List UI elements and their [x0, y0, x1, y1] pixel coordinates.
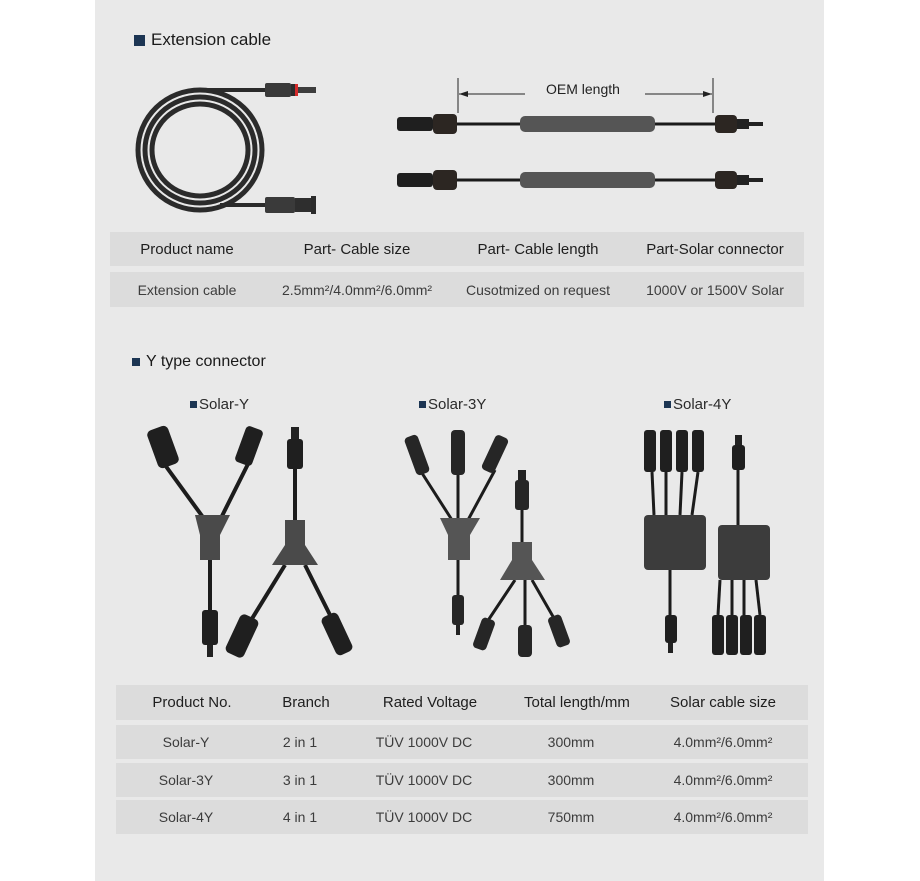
bullet-square-icon — [664, 401, 671, 408]
table-cell: Solar-Y — [162, 734, 210, 750]
table-cell: Cusotmized on request — [466, 281, 610, 298]
table-cell: 300mm — [547, 772, 595, 788]
table-cell: Solar-3Y — [158, 772, 214, 788]
straight-extension-cable-image-1 — [395, 112, 770, 136]
straight-extension-cable-image-2 — [395, 168, 770, 192]
column-header: Total length/mm — [524, 694, 630, 711]
table-row — [116, 725, 808, 759]
table-row — [116, 763, 808, 797]
bullet-square-icon — [190, 401, 197, 408]
bullet-square-icon — [419, 401, 426, 408]
table-cell: 4 in 1 — [282, 809, 318, 825]
section-title-y-type-connector — [132, 353, 266, 371]
variant-label-solar-3y — [419, 396, 486, 413]
y-connector-spec-table — [116, 685, 808, 835]
column-header: Rated Voltage — [382, 694, 478, 711]
table-cell: 750mm — [547, 809, 595, 825]
variant-label-text: Solar-4Y — [673, 396, 732, 413]
table-row — [116, 800, 808, 834]
variant-label-text: Solar-3Y — [428, 396, 487, 413]
solar-3y-connector-image — [400, 430, 590, 660]
solar-y-connector-image — [140, 425, 360, 665]
table-cell: 300mm — [547, 734, 595, 750]
column-header: Product No. — [152, 694, 232, 711]
section-title-text: Extension cable — [151, 30, 272, 49]
table-cell: 1000V or 1500V Solar — [646, 281, 784, 298]
column-header: Part- Cable size — [303, 240, 411, 258]
table-header-row — [116, 685, 808, 720]
table-header-row — [110, 232, 804, 266]
section-title-extension-cable — [134, 30, 271, 50]
table-cell: TÜV 1000V DC — [375, 772, 473, 788]
section-title-text: Y type connector — [146, 353, 266, 370]
column-header: Part-Solar connector — [646, 240, 784, 258]
variant-label-text: Solar-Y — [199, 396, 250, 413]
table-cell: 3 in 1 — [282, 772, 318, 788]
table-cell: 2.5mm²/4.0mm²/6.0mm² — [281, 281, 433, 298]
table-cell: 4.0mm²/6.0mm² — [673, 734, 773, 750]
table-cell: Extension cable — [137, 281, 237, 298]
column-header: Branch — [282, 694, 330, 711]
table-cell: TÜV 1000V DC — [375, 809, 473, 825]
table-cell: 4.0mm²/6.0mm² — [673, 809, 773, 825]
column-header: Solar cable size — [670, 694, 776, 711]
variant-label-solar-4y — [664, 396, 731, 413]
table-cell: Solar-4Y — [158, 809, 214, 825]
coiled-extension-cable-image — [130, 75, 320, 215]
table-cell: 4.0mm²/6.0mm² — [673, 772, 773, 788]
table-cell: 2 in 1 — [282, 734, 318, 750]
solar-4y-connector-image — [640, 430, 780, 660]
table-row — [110, 272, 804, 307]
oem-length-label: OEM length — [546, 81, 620, 97]
extension-cable-spec-table — [110, 232, 804, 308]
variant-label-solar-y — [190, 396, 249, 413]
column-header: Product name — [140, 240, 234, 258]
table-cell: TÜV 1000V DC — [375, 734, 473, 750]
column-header: Part- Cable length — [477, 240, 599, 258]
bullet-square-icon — [134, 35, 145, 46]
bullet-square-icon — [132, 358, 140, 366]
